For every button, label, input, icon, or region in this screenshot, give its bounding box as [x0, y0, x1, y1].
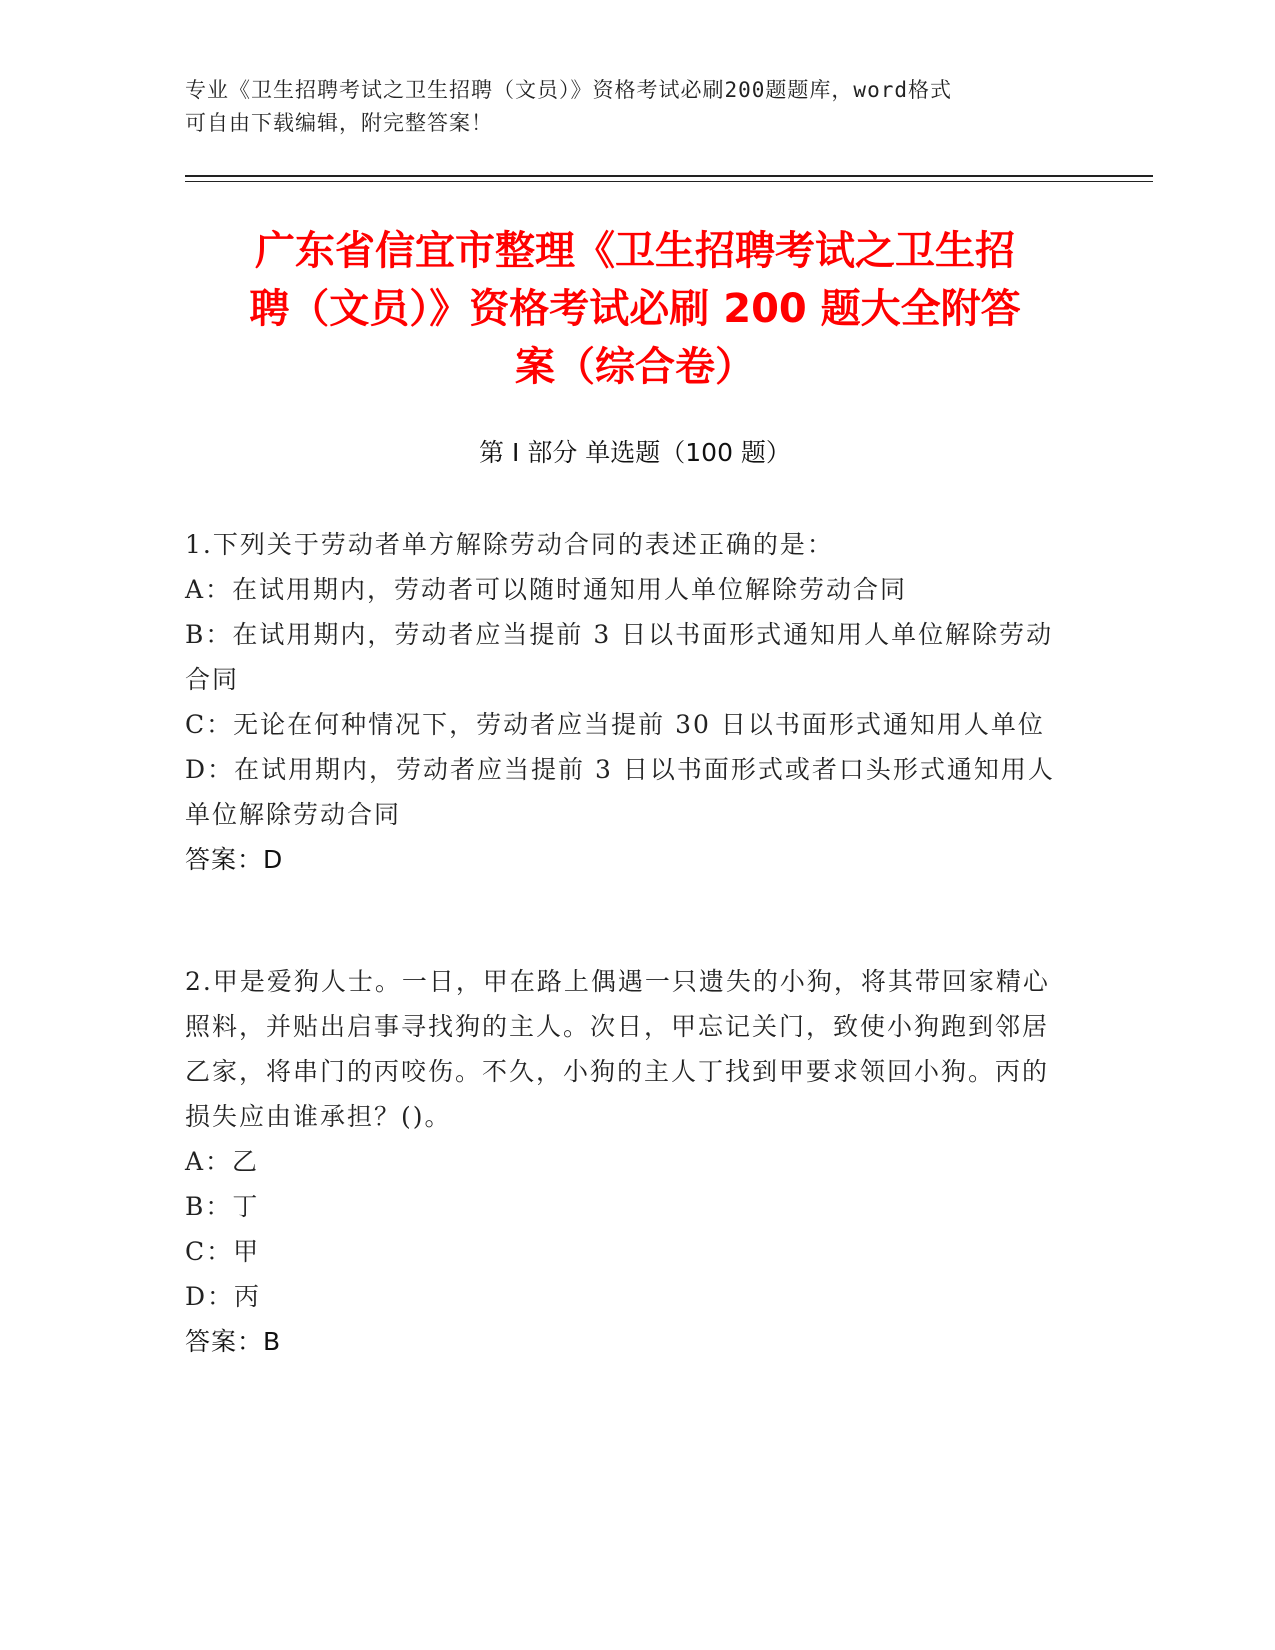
- section-title: 第 I 部分 单选题（100 题）: [479, 438, 791, 467]
- document-title-line-3: 案（综合卷）: [515, 344, 755, 390]
- answer-line: [185, 1319, 1065, 1364]
- option-b: B：丁: [185, 1192, 260, 1221]
- question-stem: 1.下列关于劳动者单方解除劳动合同的表述正确的是：: [185, 530, 834, 559]
- option-b: B：在试用期内，劳动者应当提前 3 日以书面形式通知用人单位解除劳动合同: [185, 620, 1054, 694]
- option-d: D：丙: [185, 1282, 262, 1311]
- header-note-line-2: 可自由下载编辑，附完整答案！: [185, 111, 493, 135]
- document-title-line-2: 聘（文员）》资格考试必刷 200 题大全附答: [249, 286, 1021, 332]
- answer-label: 答案：: [185, 845, 264, 874]
- document-title: [185, 222, 1085, 396]
- answer-line: [185, 837, 1065, 882]
- question-2: [185, 959, 1065, 1364]
- question-1: [185, 522, 1065, 882]
- header-rule-thin: [185, 181, 1153, 182]
- option-a: A：乙: [185, 1147, 260, 1176]
- answer-value: B: [263, 1327, 282, 1356]
- option-d: D：在试用期内，劳动者应当提前 3 日以书面形式或者口头形式通知用人单位解除劳动合同: [185, 755, 1055, 829]
- option-c: C：甲: [185, 1237, 261, 1266]
- header-note-line-1: 专业《卫生招聘考试之卫生招聘（文员）》资格考试必刷200题题库，word格式: [185, 78, 952, 102]
- answer-value: D: [263, 845, 284, 874]
- header-rule-thick: [185, 175, 1153, 177]
- question-stem: 2.甲是爱狗人士。一日，甲在路上偶遇一只遗失的小狗，将其带回家精心照料，并贴出启事寻找狗的主人。次日，甲忘记关门，致使小狗跑到邻居乙家，将串门的丙咬伤。不久，小狗的主人丁找到甲要求领回小狗。丙的损失应由谁承担？()。: [185, 967, 1050, 1131]
- option-c: C：无论在何种情况下，劳动者应当提前 30 日以书面形式通知用人单位: [185, 710, 1045, 739]
- header-note: [185, 74, 1065, 140]
- option-a: A：在试用期内，劳动者可以随时通知用人单位解除劳动合同: [185, 575, 908, 604]
- document-title-line-1: 广东省信宜市整理《卫生招聘考试之卫生招: [255, 228, 1015, 274]
- answer-label: 答案：: [185, 1327, 264, 1356]
